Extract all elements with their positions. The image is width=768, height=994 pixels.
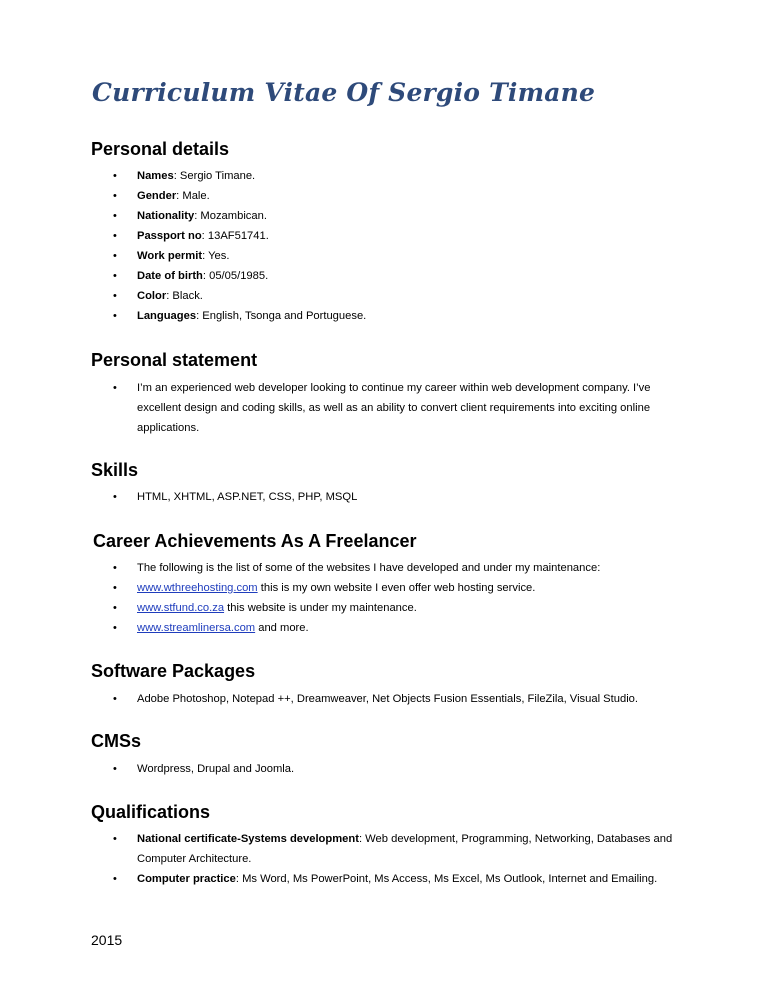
personal-statement-list bbox=[0, 378, 700, 438]
website-link[interactable]: www.stfund.co.za bbox=[137, 602, 225, 614]
item-value: : English, Tsonga and Portuguese. bbox=[196, 310, 367, 322]
heading-personal-statement: Personal statement bbox=[91, 350, 258, 370]
item-label: Computer practice bbox=[137, 873, 236, 885]
item-label: National certificate-Systems development bbox=[137, 833, 359, 845]
personal-details-list bbox=[0, 166, 700, 326]
list-item bbox=[0, 578, 700, 598]
item-value: : Male. bbox=[176, 190, 210, 202]
cms-list bbox=[0, 759, 700, 779]
heading-personal-details: Personal details bbox=[91, 139, 230, 159]
website-link[interactable]: www.streamlinersa.com bbox=[137, 622, 256, 634]
item-text: this website is under my maintenance. bbox=[224, 602, 417, 614]
heading-skills: Skills bbox=[91, 460, 139, 480]
skills-list bbox=[0, 487, 700, 507]
item-value: : 13AF51741. bbox=[201, 230, 269, 242]
software-text: • Adobe Photoshop, Notepad ++, Dreamweaver, Net Objects Fusion Essentials, FileZila, Visual Studio. bbox=[0, 689, 700, 709]
list-item bbox=[0, 829, 740, 869]
item-value: : 05/05/1985. bbox=[202, 270, 269, 282]
item-value: : Yes. bbox=[202, 250, 230, 262]
list-item bbox=[0, 598, 700, 618]
item-label: Gender bbox=[137, 190, 177, 202]
heading-software-packages: Software Packages bbox=[91, 661, 256, 681]
item-label: Color bbox=[137, 290, 167, 302]
list-item bbox=[0, 266, 700, 286]
list-item bbox=[0, 246, 700, 266]
website-link[interactable]: www.wthreehosting.com bbox=[137, 582, 258, 594]
item-value: : Mozambican. bbox=[194, 210, 267, 222]
qualifications-list bbox=[0, 829, 700, 889]
list-item bbox=[0, 286, 700, 306]
item-label: Date of birth bbox=[137, 270, 203, 282]
item-value: : Ms Word, Ms PowerPoint, Ms Access, Ms Excel, Ms Outlook, Internet and Emailing. bbox=[235, 873, 658, 885]
list-item bbox=[0, 206, 700, 226]
list-item bbox=[0, 166, 700, 186]
heading-qualifications: Qualifications bbox=[91, 802, 211, 822]
item-text: this is my own website I even offer web hosting service. bbox=[257, 582, 536, 594]
document-title: Curriculum Vitae Of Sergio Timane bbox=[92, 78, 596, 107]
list-item bbox=[0, 618, 700, 638]
item-value: : Sergio Timane. bbox=[173, 170, 256, 182]
item-label: Nationality bbox=[137, 210, 195, 222]
heading-career-achievements: Career Achievements As A Freelancer bbox=[93, 531, 417, 551]
list-item bbox=[0, 306, 700, 326]
item-value: : Web development, Programming, Networking, Databases and Computer Architecture. bbox=[137, 833, 673, 865]
item-label: Languages bbox=[137, 310, 197, 322]
item-text: and more. bbox=[255, 622, 309, 634]
cms-text: • Wordpress, Drupal and Joomla. bbox=[0, 759, 700, 779]
list-item bbox=[0, 186, 700, 206]
list-item bbox=[0, 869, 700, 889]
heading-cms: CMSs bbox=[91, 731, 142, 751]
item-label: Names bbox=[137, 170, 174, 182]
item-label: Passport no bbox=[137, 230, 202, 242]
list-item bbox=[0, 226, 700, 246]
item-label: Work permit bbox=[137, 250, 203, 262]
career-list bbox=[0, 558, 700, 638]
item-value: : Black. bbox=[166, 290, 203, 302]
skills-text: • HTML, XHTML, ASP.NET, CSS, PHP, MSQL bbox=[0, 487, 700, 507]
career-intro: • The following is the list of some of the websites I have developed and under my maintenance: bbox=[0, 558, 700, 578]
software-list bbox=[0, 689, 700, 709]
footer-year: 2015 bbox=[91, 932, 123, 948]
personal-statement-text: • I’m an experienced web developer looking to continue my career within web development company. I’ve excellent design and coding skills, as well as an ability to convert client requirements into exciting online applications. bbox=[0, 378, 740, 438]
